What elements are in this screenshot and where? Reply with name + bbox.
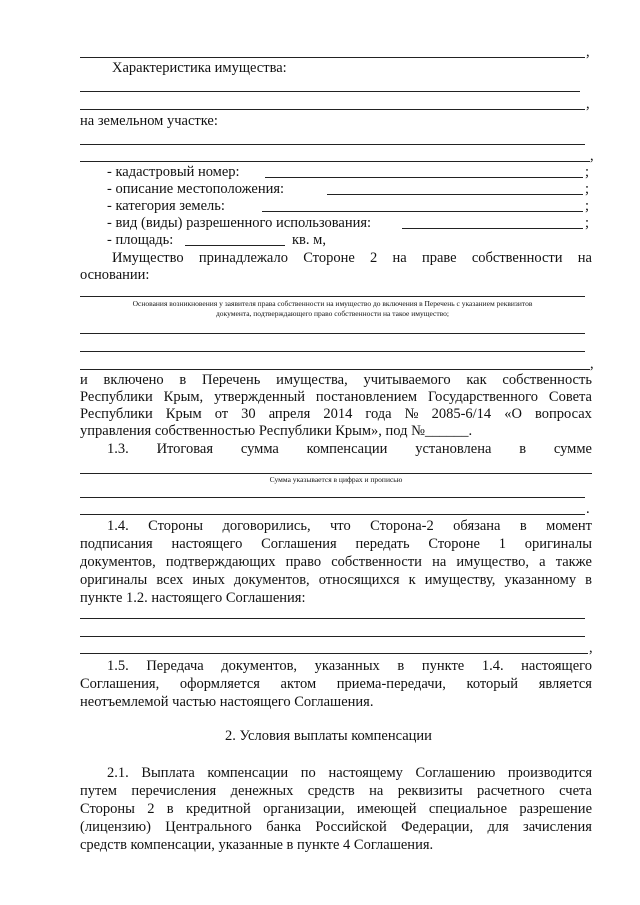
basis-blank[interactable] bbox=[80, 296, 585, 297]
clause-1-3 bbox=[107, 441, 592, 458]
word: включено bbox=[103, 372, 164, 388]
word: обязана bbox=[453, 518, 501, 534]
word: кредитной bbox=[185, 801, 251, 817]
word: Федерации, bbox=[401, 819, 474, 835]
word: имеющей bbox=[356, 801, 417, 817]
blank-line bbox=[80, 618, 585, 619]
word: постановлением bbox=[315, 389, 418, 405]
punctuation: ; bbox=[585, 164, 590, 180]
word: вопросах bbox=[535, 406, 592, 422]
land-category-blank[interactable] bbox=[262, 211, 583, 212]
word: 1.4. bbox=[481, 658, 504, 674]
included-line-1 bbox=[80, 372, 592, 389]
word: собственности bbox=[471, 250, 563, 266]
word: Совета bbox=[548, 389, 592, 405]
word: Стороне bbox=[428, 536, 480, 552]
blank-line bbox=[80, 653, 588, 654]
word: Перечень bbox=[201, 372, 261, 388]
blank-line bbox=[80, 109, 585, 110]
word: зачисления bbox=[523, 819, 592, 835]
clause-1-4-line-5: пункте 1.2. настоящего Соглашения: bbox=[80, 590, 306, 606]
included-line-3 bbox=[80, 406, 592, 423]
blank-line bbox=[80, 91, 580, 92]
word: в bbox=[166, 801, 174, 817]
word: приема-передачи, bbox=[336, 676, 446, 692]
word: в bbox=[519, 441, 527, 457]
blank-line bbox=[80, 161, 590, 162]
word: собственность bbox=[502, 372, 592, 388]
word: Российской bbox=[315, 819, 387, 835]
word: апреля bbox=[268, 406, 311, 422]
word: относящихся bbox=[318, 572, 400, 588]
word: всех bbox=[156, 572, 184, 588]
clause-number: 1.3. bbox=[107, 441, 129, 457]
word: в bbox=[397, 658, 405, 674]
word: Стороны bbox=[148, 518, 204, 534]
word: утвержденный bbox=[214, 389, 305, 405]
included-line-2 bbox=[80, 389, 592, 406]
word: Соглашения bbox=[261, 536, 337, 552]
word: по bbox=[300, 765, 316, 781]
word: реквизиты bbox=[397, 783, 463, 799]
word: в bbox=[585, 572, 592, 588]
sum-note: Сумма указывается в цифрах и прописью bbox=[269, 475, 403, 484]
clause-2-1-line-4 bbox=[80, 819, 592, 836]
word: документов, bbox=[221, 658, 298, 674]
word: 30 bbox=[241, 406, 256, 422]
clause-1-4-line-2 bbox=[80, 536, 592, 553]
word: как bbox=[466, 372, 487, 388]
word: указанных bbox=[314, 658, 380, 674]
word: указанному bbox=[504, 572, 577, 588]
word: момент bbox=[546, 518, 592, 534]
word: денежных bbox=[230, 783, 294, 799]
clause-1-4-line-4 bbox=[80, 572, 592, 589]
word: на bbox=[577, 250, 592, 266]
word: 2014 bbox=[323, 406, 353, 422]
word: передать bbox=[355, 536, 410, 552]
clause-2-1-line-5: средств компенсации, указанные в пункте 4 Соглашения. bbox=[80, 837, 434, 853]
word: настоящего bbox=[171, 536, 243, 552]
sum-blank[interactable] bbox=[80, 473, 592, 474]
word: договорились, bbox=[222, 518, 311, 534]
word: является bbox=[538, 676, 592, 692]
word: 2 bbox=[370, 250, 378, 266]
word: Республики bbox=[80, 406, 153, 422]
clause-2-1-line-2 bbox=[80, 783, 592, 800]
word: средств bbox=[307, 783, 355, 799]
blank-line bbox=[80, 57, 585, 58]
clause-number: 2.1. bbox=[107, 765, 129, 781]
word: сумма bbox=[240, 441, 279, 457]
word: 2085-6/14 bbox=[431, 406, 492, 422]
clause-1-5-line-2 bbox=[80, 676, 592, 693]
word: который bbox=[466, 676, 519, 692]
word: пункте bbox=[421, 658, 465, 674]
word: компенсации bbox=[207, 765, 289, 781]
word: имущества, bbox=[276, 372, 348, 388]
clause-1-5-line-1 bbox=[107, 658, 592, 675]
clause-1-4-line-1 bbox=[107, 518, 592, 535]
blank-line bbox=[80, 144, 585, 145]
word: Соглашения, bbox=[80, 676, 160, 692]
word: 1 bbox=[498, 536, 506, 552]
punctuation: ; bbox=[585, 215, 590, 231]
word: установлена bbox=[415, 441, 492, 457]
basis-note-line-2: документа, подтверждающего право собственности на такое имущество; bbox=[215, 309, 449, 318]
word: документов, bbox=[80, 554, 156, 570]
word: иных bbox=[192, 572, 225, 588]
word: «О bbox=[504, 406, 522, 422]
blank-line bbox=[80, 369, 590, 370]
cadastral-number-label: - кадастровый номер: bbox=[107, 164, 240, 180]
land-category-label: - категория земель: bbox=[107, 198, 225, 214]
word: специальное bbox=[428, 801, 508, 817]
word: и bbox=[80, 372, 88, 388]
word: от bbox=[214, 406, 229, 422]
word: Республики bbox=[80, 389, 153, 405]
word: Имущество bbox=[112, 250, 184, 266]
property-characteristics-label: Характеристика имущества: bbox=[112, 60, 287, 76]
clause-1-5-line-3: неотъемлемой частью настоящего Соглашения. bbox=[80, 694, 374, 710]
word: для bbox=[487, 819, 509, 835]
property-ownership-line bbox=[112, 250, 592, 267]
word: Крым bbox=[165, 406, 202, 422]
word: оформляется bbox=[179, 676, 260, 692]
clause-2-1-line-3 bbox=[80, 801, 592, 818]
word: разрешение bbox=[519, 801, 592, 817]
word: имущество, bbox=[456, 554, 529, 570]
clause-number: 1.4. bbox=[107, 518, 129, 534]
blank-line bbox=[80, 636, 585, 637]
punctuation: , bbox=[589, 640, 593, 656]
blank-line bbox=[80, 497, 585, 498]
word: Сторона-2 bbox=[370, 518, 434, 534]
word: Крым, bbox=[163, 389, 204, 405]
clause-number: 1.5. bbox=[107, 658, 129, 674]
word: организации, bbox=[263, 801, 345, 817]
word: Государственного bbox=[428, 389, 538, 405]
word: банка bbox=[266, 819, 302, 835]
area-blank[interactable] bbox=[185, 245, 285, 246]
punctuation: ; bbox=[585, 181, 590, 197]
punctuation: ; bbox=[585, 198, 590, 214]
word: настоящего bbox=[521, 658, 592, 674]
location-description-blank[interactable] bbox=[327, 194, 583, 195]
cadastral-number-blank[interactable] bbox=[265, 177, 583, 178]
word: Выплата bbox=[141, 765, 195, 781]
word: актом bbox=[280, 676, 317, 692]
word: документов, bbox=[233, 572, 310, 588]
word: производится bbox=[507, 765, 592, 781]
word: Стороны bbox=[80, 801, 135, 817]
word: компенсации bbox=[306, 441, 388, 457]
word: счета bbox=[559, 783, 592, 799]
word: право bbox=[285, 554, 322, 570]
word: сумме bbox=[553, 441, 592, 457]
word: расчетного bbox=[477, 783, 545, 799]
punctuation: , bbox=[586, 44, 590, 60]
basis-note-line-1: Основания возникновения у заявителя права собственности на имущество до включения в Перечень с указанием реквизитов bbox=[132, 299, 533, 308]
word: а bbox=[539, 554, 546, 570]
punctuation: , bbox=[586, 96, 590, 112]
word: Стороне bbox=[303, 250, 355, 266]
word: путем bbox=[80, 783, 117, 799]
punctuation: . bbox=[586, 501, 590, 517]
word: в bbox=[179, 372, 187, 388]
word: к bbox=[408, 572, 416, 588]
word: года bbox=[365, 406, 392, 422]
included-line-4: управления собственностью Республики Крым», под №______. bbox=[80, 423, 473, 439]
word: 2 bbox=[147, 801, 155, 817]
word: на bbox=[432, 554, 447, 570]
word: Центрального bbox=[165, 819, 252, 835]
word: подтверждающих bbox=[165, 554, 276, 570]
clause-1-4-line-3 bbox=[80, 554, 592, 571]
word: что bbox=[330, 518, 351, 534]
word: в bbox=[519, 518, 527, 534]
punctuation: , bbox=[590, 148, 594, 164]
word: Передача bbox=[146, 658, 204, 674]
word: принадлежало bbox=[198, 250, 288, 266]
blank-line bbox=[80, 333, 585, 334]
permitted-use-label: - вид (виды) разрешенного использования: bbox=[107, 215, 372, 231]
basis-label: основании: bbox=[80, 267, 150, 283]
word: перечисления bbox=[131, 783, 217, 799]
word: на bbox=[392, 250, 407, 266]
section-2-heading: 2. Условия выплаты компенсации bbox=[225, 728, 432, 744]
word: Итоговая bbox=[156, 441, 214, 457]
word: оригиналы bbox=[80, 572, 148, 588]
word: оригиналы bbox=[524, 536, 592, 552]
area-label: - площадь: bbox=[107, 232, 174, 248]
clause-2-1-line-1 bbox=[107, 765, 592, 782]
word: собственности bbox=[331, 554, 422, 570]
permitted-use-blank[interactable] bbox=[402, 228, 583, 229]
word: № bbox=[404, 406, 419, 422]
word: также bbox=[555, 554, 592, 570]
word: (лицензию) bbox=[80, 819, 151, 835]
location-description-label: - описание местоположения: bbox=[107, 181, 285, 197]
word: настоящему bbox=[328, 765, 403, 781]
area-unit: кв. м, bbox=[292, 232, 326, 248]
word: Соглашению bbox=[415, 765, 496, 781]
word: учитываемого bbox=[363, 372, 451, 388]
punctuation: , bbox=[590, 356, 594, 372]
blank-line bbox=[80, 514, 585, 515]
word: праве bbox=[421, 250, 457, 266]
word: на bbox=[369, 783, 384, 799]
word: имуществу, bbox=[424, 572, 496, 588]
land-plot-label: на земельном участке: bbox=[80, 113, 218, 129]
blank-line bbox=[80, 351, 585, 352]
word: подписания bbox=[80, 536, 153, 552]
